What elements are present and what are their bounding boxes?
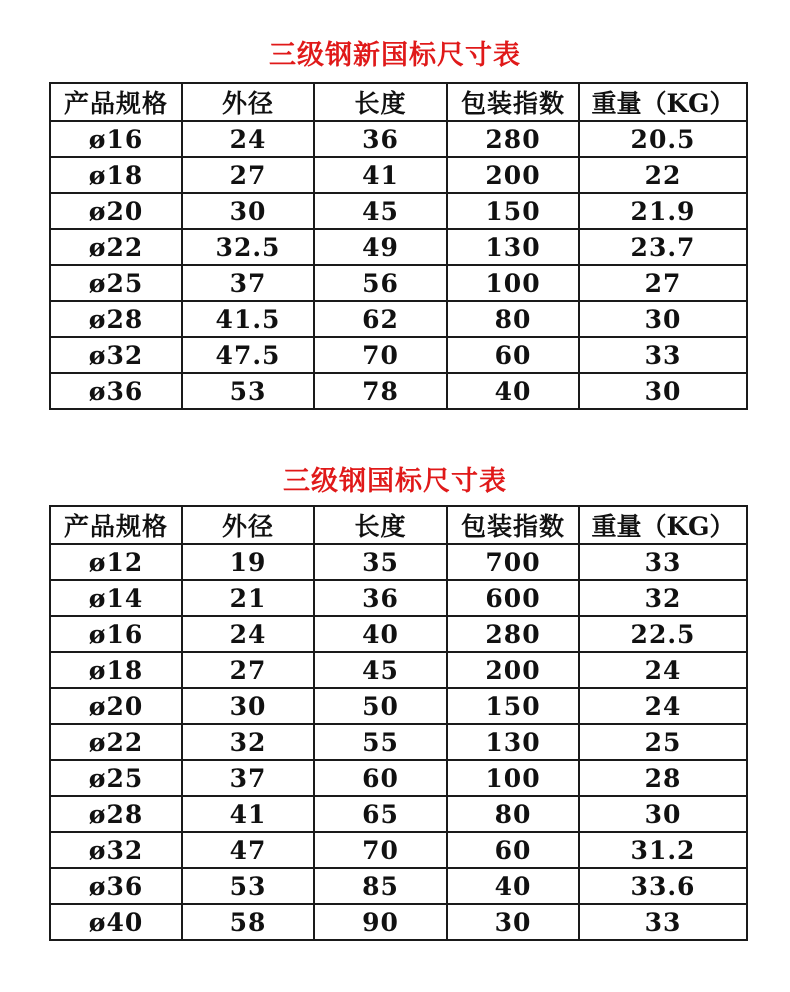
table-row bbox=[50, 121, 747, 157]
cell-length: 65 bbox=[314, 796, 447, 832]
cell-length: 90 bbox=[314, 904, 447, 940]
cell-outer-diameter: 41 bbox=[182, 796, 314, 832]
table-row bbox=[50, 724, 747, 760]
cell-weight: 33 bbox=[579, 544, 747, 580]
table-row bbox=[50, 832, 747, 868]
table-row bbox=[50, 760, 747, 796]
cell-pack-index: 40 bbox=[447, 868, 579, 904]
table-row bbox=[50, 544, 747, 580]
cell-weight: 30 bbox=[579, 373, 747, 409]
cell-pack-index: 130 bbox=[447, 229, 579, 265]
cell-outer-diameter: 53 bbox=[182, 373, 314, 409]
header-weight: 重量（KG） bbox=[579, 83, 747, 121]
cell-length: 70 bbox=[314, 337, 447, 373]
header-length: 长度 bbox=[314, 506, 447, 544]
table-row bbox=[50, 652, 747, 688]
cell-pack-index: 600 bbox=[447, 580, 579, 616]
cell-spec: ø40 bbox=[50, 904, 182, 940]
cell-pack-index: 280 bbox=[447, 121, 579, 157]
cell-spec: ø22 bbox=[50, 724, 182, 760]
cell-pack-index: 200 bbox=[447, 652, 579, 688]
table-row bbox=[50, 337, 747, 373]
cell-pack-index: 130 bbox=[447, 724, 579, 760]
table-row bbox=[50, 157, 747, 193]
table-row bbox=[50, 616, 747, 652]
cell-weight: 30 bbox=[579, 796, 747, 832]
cell-pack-index: 60 bbox=[447, 337, 579, 373]
cell-outer-diameter: 19 bbox=[182, 544, 314, 580]
header-spec: 产品规格 bbox=[50, 506, 182, 544]
cell-outer-diameter: 30 bbox=[182, 193, 314, 229]
header-pack-index: 包装指数 bbox=[447, 83, 579, 121]
cell-length: 49 bbox=[314, 229, 447, 265]
header-spec: 产品规格 bbox=[50, 83, 182, 121]
cell-pack-index: 150 bbox=[447, 193, 579, 229]
header-length: 长度 bbox=[314, 83, 447, 121]
cell-outer-diameter: 37 bbox=[182, 760, 314, 796]
cell-pack-index: 150 bbox=[447, 688, 579, 724]
cell-weight: 24 bbox=[579, 652, 747, 688]
cell-weight: 24 bbox=[579, 688, 747, 724]
cell-spec: ø32 bbox=[50, 832, 182, 868]
spec-table-standard bbox=[49, 505, 748, 941]
cell-length: 50 bbox=[314, 688, 447, 724]
cell-weight: 31.2 bbox=[579, 832, 747, 868]
table-row bbox=[50, 904, 747, 940]
table-header-row bbox=[50, 83, 747, 121]
cell-weight: 28 bbox=[579, 760, 747, 796]
cell-pack-index: 30 bbox=[447, 904, 579, 940]
cell-pack-index: 280 bbox=[447, 616, 579, 652]
cell-outer-diameter: 53 bbox=[182, 868, 314, 904]
cell-weight: 33 bbox=[579, 904, 747, 940]
cell-length: 55 bbox=[314, 724, 447, 760]
cell-spec: ø18 bbox=[50, 652, 182, 688]
cell-spec: ø18 bbox=[50, 157, 182, 193]
cell-spec: ø16 bbox=[50, 121, 182, 157]
cell-pack-index: 60 bbox=[447, 832, 579, 868]
cell-outer-diameter: 47 bbox=[182, 832, 314, 868]
cell-weight: 23.7 bbox=[579, 229, 747, 265]
cell-spec: ø32 bbox=[50, 337, 182, 373]
cell-weight: 20.5 bbox=[579, 121, 747, 157]
cell-length: 45 bbox=[314, 652, 447, 688]
cell-pack-index: 80 bbox=[447, 301, 579, 337]
table-row bbox=[50, 688, 747, 724]
cell-outer-diameter: 58 bbox=[182, 904, 314, 940]
cell-outer-diameter: 30 bbox=[182, 688, 314, 724]
cell-pack-index: 200 bbox=[447, 157, 579, 193]
header-outer-diameter: 外径 bbox=[182, 506, 314, 544]
cell-spec: ø25 bbox=[50, 265, 182, 301]
cell-weight: 25 bbox=[579, 724, 747, 760]
table-row bbox=[50, 301, 747, 337]
cell-spec: ø14 bbox=[50, 580, 182, 616]
cell-length: 41 bbox=[314, 157, 447, 193]
cell-spec: ø12 bbox=[50, 544, 182, 580]
cell-outer-diameter: 24 bbox=[182, 121, 314, 157]
spec-table-new-standard bbox=[49, 82, 748, 410]
cell-length: 70 bbox=[314, 832, 447, 868]
cell-outer-diameter: 24 bbox=[182, 616, 314, 652]
cell-weight: 22.5 bbox=[579, 616, 747, 652]
header-weight: 重量（KG） bbox=[579, 506, 747, 544]
table-row bbox=[50, 265, 747, 301]
table1-title: 三级钢新国标尺寸表 bbox=[269, 40, 521, 71]
table-row bbox=[50, 796, 747, 832]
cell-pack-index: 700 bbox=[447, 544, 579, 580]
cell-length: 78 bbox=[314, 373, 447, 409]
header-pack-index: 包装指数 bbox=[447, 506, 579, 544]
cell-outer-diameter: 27 bbox=[182, 652, 314, 688]
cell-outer-diameter: 32 bbox=[182, 724, 314, 760]
cell-weight: 33.6 bbox=[579, 868, 747, 904]
cell-spec: ø25 bbox=[50, 760, 182, 796]
table-row bbox=[50, 868, 747, 904]
cell-spec: ø36 bbox=[50, 868, 182, 904]
cell-length: 85 bbox=[314, 868, 447, 904]
cell-length: 35 bbox=[314, 544, 447, 580]
cell-length: 45 bbox=[314, 193, 447, 229]
cell-weight: 30 bbox=[579, 301, 747, 337]
cell-outer-diameter: 37 bbox=[182, 265, 314, 301]
cell-outer-diameter: 21 bbox=[182, 580, 314, 616]
cell-weight: 22 bbox=[579, 157, 747, 193]
cell-pack-index: 80 bbox=[447, 796, 579, 832]
cell-length: 40 bbox=[314, 616, 447, 652]
cell-length: 62 bbox=[314, 301, 447, 337]
cell-spec: ø20 bbox=[50, 193, 182, 229]
cell-spec: ø22 bbox=[50, 229, 182, 265]
cell-length: 60 bbox=[314, 760, 447, 796]
cell-weight: 32 bbox=[579, 580, 747, 616]
cell-pack-index: 100 bbox=[447, 760, 579, 796]
cell-spec: ø28 bbox=[50, 301, 182, 337]
cell-spec: ø16 bbox=[50, 616, 182, 652]
table-row bbox=[50, 580, 747, 616]
cell-outer-diameter: 27 bbox=[182, 157, 314, 193]
cell-weight: 33 bbox=[579, 337, 747, 373]
table2-title: 三级钢国标尺寸表 bbox=[283, 466, 507, 497]
table-row bbox=[50, 373, 747, 409]
cell-length: 36 bbox=[314, 580, 447, 616]
cell-pack-index: 40 bbox=[447, 373, 579, 409]
table-row bbox=[50, 229, 747, 265]
cell-outer-diameter: 47.5 bbox=[182, 337, 314, 373]
cell-spec: ø36 bbox=[50, 373, 182, 409]
table-header-row bbox=[50, 506, 747, 544]
table-row bbox=[50, 193, 747, 229]
cell-weight: 21.9 bbox=[579, 193, 747, 229]
cell-spec: ø20 bbox=[50, 688, 182, 724]
header-outer-diameter: 外径 bbox=[182, 83, 314, 121]
cell-outer-diameter: 41.5 bbox=[182, 301, 314, 337]
cell-length: 56 bbox=[314, 265, 447, 301]
cell-weight: 27 bbox=[579, 265, 747, 301]
cell-outer-diameter: 32.5 bbox=[182, 229, 314, 265]
cell-spec: ø28 bbox=[50, 796, 182, 832]
cell-pack-index: 100 bbox=[447, 265, 579, 301]
cell-length: 36 bbox=[314, 121, 447, 157]
